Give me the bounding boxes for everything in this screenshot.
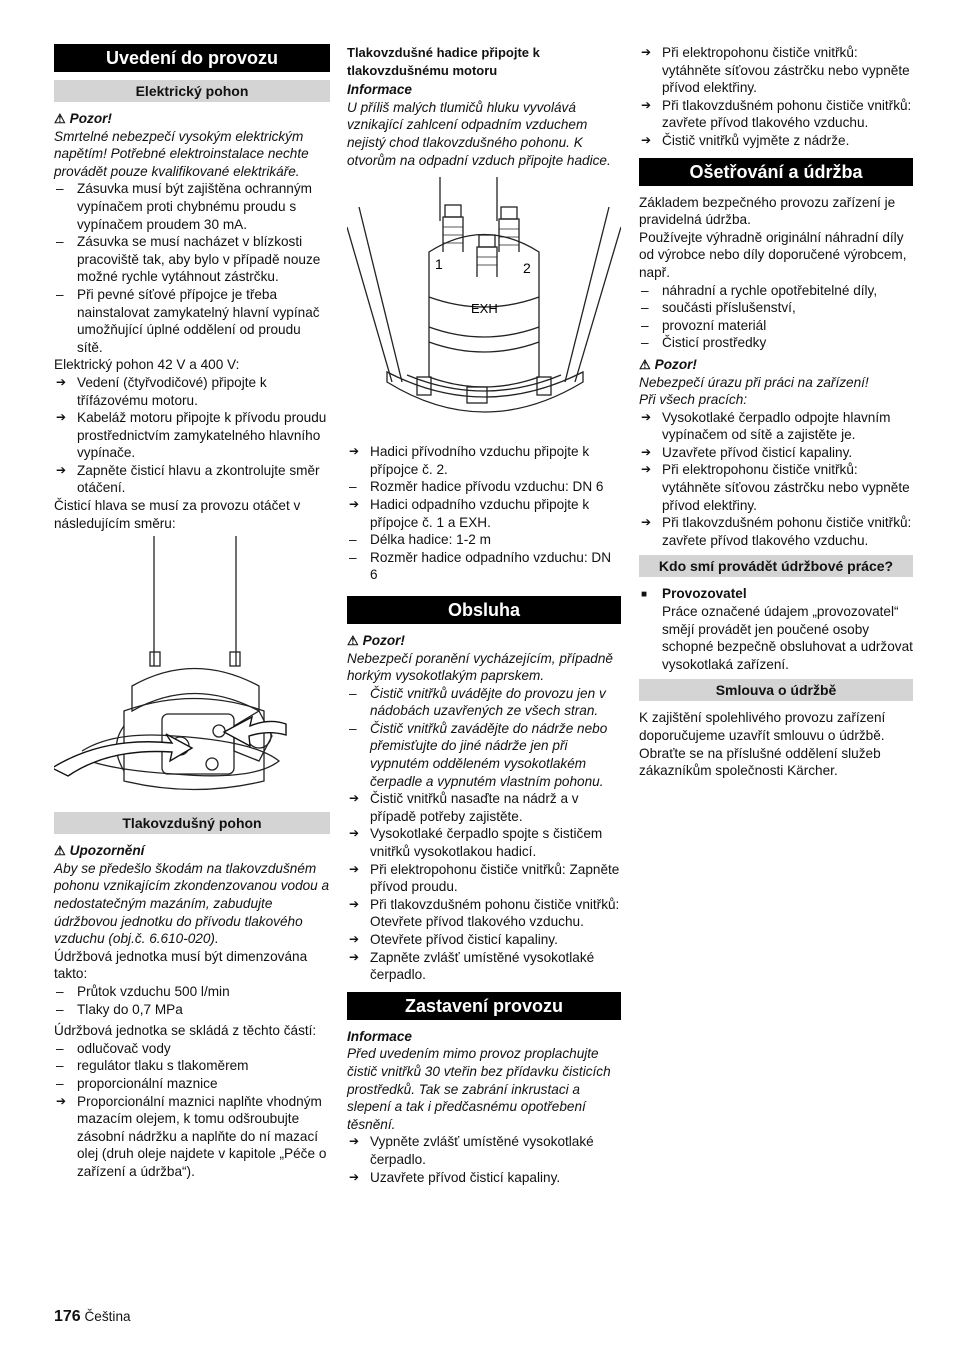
arrow-right-icon: ➔: [349, 1134, 360, 1149]
list-item: ➔ Vedení (čtyřvodičové) připojte k třífázovému motoru.: [56, 374, 267, 408]
port-exh-label: EXH: [471, 301, 498, 317]
arrow-right-icon: ➔: [349, 949, 360, 964]
arrow-right-icon: ➔: [641, 132, 652, 147]
warning-text: Smrtelné nebezpečí vysokým elektrickým napětím! Potřebné elektroinstalace nechte provádět pouze kvalifikované elektrikáře.: [54, 128, 309, 179]
list-item: – Zásuvka se musí nacházet v blízkosti pracoviště tak, aby bylo v případě nouze možné rychle vytáhnout zástrčku.: [56, 234, 321, 285]
hose-list: [347, 443, 621, 584]
list-item: – Při pevné síťové přípojce je třeba nainstalovat zamykatelný hlavní vypínač umožňující úplné oddělení od proudu sítě.: [56, 286, 320, 355]
hose-title: Tlakovzdušné hadice připojte k tlakovzdušnému motoru: [347, 45, 540, 78]
list-item: ➔ Proporcionální maznici naplňte vhodným mazacím olejem, k tomu odšroubujte zásobní nádržku a naplňte do ní mazací olej (druh oleje najdete v kapitole „Péče o zařízení a údržba“).: [56, 1093, 327, 1179]
list-item: ➔ Při elektropohonu čističe vnitřků: vytáhněte síťovou zástrčku nebo vypněte přívod elektřiny.: [641, 462, 910, 513]
arrow-right-icon: ➔: [349, 896, 360, 911]
dash-list: [639, 282, 913, 352]
list-item: ➔ Při tlakovzdušném pohonu čističe vnitřků: Otevřete přívod tlakového vzduchu.: [349, 896, 620, 930]
caution-text: Aby se předešlo škodám na tlakovzdušném pohonu vznikajícím zkondenzovanou vodou a nedostatečným mazáním, zabudujte údržbovou jednotku do přívodu tlakového vzduchu (obj.č. 6.610-020).: [54, 860, 330, 947]
list-item: – součásti příslušenství,: [641, 300, 796, 316]
subheading-maintenance-contract: Smlouva o údržbě: [639, 679, 913, 701]
arrow-right-icon: ➔: [641, 45, 652, 59]
arrow-list: [639, 409, 913, 550]
list-item: ➔ Zapněte zvlášť umístěné vysokotlaké čerpadlo.: [349, 949, 595, 983]
arrow-right-icon: ➔: [349, 791, 360, 806]
contract-text: K zajištění spolehlivého provozu zařízení doporučujeme uzavřít smlouvu o údržbě. Obraťte se na příslušné oddělení služeb zákazníkům společnosti Kärcher.: [639, 710, 886, 779]
arrow-right-icon: ➔: [56, 1093, 67, 1108]
warning-triangle-icon: ⚠: [54, 843, 66, 859]
warning-heading: ⚠ Pozor!: [639, 356, 697, 372]
list-item: – regulátor tlaku s tlakoměrem: [56, 1058, 249, 1074]
list-item: ➔ Zapněte čisticí hlavu a zkontrolujte směr otáčení.: [56, 462, 320, 496]
caution-heading: ⚠ Upozornění: [54, 843, 145, 859]
list-item: – provozní materiál: [641, 317, 767, 333]
maintenance-text: Základem bezpečného provozu zařízení je pravidelná údržba.: [639, 194, 896, 228]
list-item: ➔ Uzavřete přívod čisticí kapaliny.: [349, 1169, 561, 1185]
info-label: Informace: [347, 1028, 412, 1044]
list-item: ➔ Čistič vnitřků vyjměte z nádrže.: [641, 132, 850, 148]
list-item: ➔ Vypněte zvlášť umístěné vysokotlaké čerpadlo.: [349, 1134, 594, 1167]
list-item: ➔ Otevřete přívod čisticí kapaliny.: [349, 932, 558, 947]
list-item: ■ Provozovatel Práce označené údajem „provozovatel“ smějí provádět jen poučené osoby schopné bezpečně obsluhovat a udržovat vysokotlaká zařízení.: [641, 586, 913, 672]
arrow-list: [639, 44, 913, 150]
arrow-right-icon: ➔: [349, 861, 360, 876]
list-item: – Průtok vzduchu 500 l/min: [56, 984, 230, 999]
info-label: Informace: [347, 82, 412, 98]
subheading-electric-drive: Elektrický pohon: [54, 80, 330, 102]
section-title-startup: Uvedení do provozu: [54, 44, 330, 72]
arrow-list: [54, 374, 330, 497]
list-item: – Délka hadice: 1-2 m: [349, 532, 491, 548]
list-item: ➔ Kabeláž motoru připojte k přívodu proudu prostřednictvím zamykatelného hlavního vypínače.: [56, 410, 327, 461]
list-item: ➔ Vysokotlaké čerpadlo odpojte hlavním vypínačem od sítě a zajistěte je.: [641, 409, 891, 443]
warning-text: Nebezpečí úrazu při práci na zařízení!: [639, 374, 869, 390]
list-item: – Čistič vnitřků uvádějte do provozu jen v nádobách uzavřených ze všech stran.: [349, 685, 606, 719]
arrow-right-icon: ➔: [349, 496, 360, 511]
arrow-right-icon: ➔: [641, 462, 652, 477]
list-item: ➔ Vysokotlaké čerpadlo spojte s čističem vnitřků vysokotlakou hadicí.: [349, 826, 603, 860]
arrow-right-icon: ➔: [56, 374, 67, 389]
port-2-label: 2: [523, 260, 531, 277]
column-2: [347, 44, 621, 1186]
info-text: U příliš malých tlumičů hluku vyvolává vznikající zahlcení odpadním vzduchem nejistý chod tlakovzdušného pohonu. K otvorům na odpadní vzduch připojte hadice.: [347, 99, 611, 168]
section-title-shutdown: Zastavení provozu: [347, 992, 621, 1020]
arrow-right-icon: ➔: [349, 826, 360, 841]
arrow-right-icon: ➔: [641, 444, 652, 459]
section-title-operation: Obsluha: [347, 596, 621, 624]
list-item: – Čistič vnitřků zavádějte do nádrže nebo přemisťujte do jiné nádrže jen při vypnutém odděleném vysokotlakém čerpadle a vypnutém vlastním pohonu.: [349, 720, 608, 789]
list-item: – Zásuvka musí být zajištěna ochranným vypínačem proti chybnému proudu s vypínačem proudem 30 mA.: [56, 181, 312, 232]
dash-list: [54, 983, 330, 1018]
arrow-right-icon: ➔: [349, 1169, 360, 1184]
list-item: ➔ Při tlakovzdušném pohonu čističe vnitřků: zavřete přívod tlakového vzduchu.: [641, 97, 912, 131]
list-item: ➔ Hadici přívodního vzduchu připojte k přípojce č. 2.: [349, 444, 590, 477]
list-item: ➔ Při elektropohonu čističe vnitřků: vytáhněte síťovou zástrčku nebo vypněte přívod elektřiny.: [641, 45, 910, 96]
arrow-list: [347, 790, 621, 984]
arrow-list: [347, 1133, 621, 1186]
dims-text: Údržbová jednotka musí být dimenzována takto:: [54, 948, 308, 982]
dash-list: [54, 1040, 330, 1093]
page-footer: [54, 1308, 131, 1326]
subheading-air-drive: Tlakovzdušný pohon: [54, 812, 330, 834]
warning-triangle-icon: ⚠: [347, 632, 359, 648]
air-motor-figure: [347, 177, 621, 439]
rotation-direction-figure: [54, 536, 330, 806]
list-item: – proporcionální maznice: [56, 1075, 218, 1091]
arrow-list: [54, 1093, 330, 1181]
dash-list: [54, 180, 330, 356]
list-item: ➔ Při elektropohonu čističe vnitřků: Zapněte přívod proudu.: [349, 861, 620, 895]
arrow-right-icon: ➔: [641, 97, 652, 112]
list-item: ➔ Při tlakovzdušném pohonu čističe vnitřků: zavřete přívod tlakového vzduchu.: [641, 515, 912, 548]
list-item: – Rozměr hadice odpadního vzduchu: DN 6: [349, 549, 612, 583]
page-number: 176: [54, 1308, 81, 1325]
port-1-label: 1: [435, 256, 443, 273]
warning-triangle-icon: ⚠: [639, 356, 651, 372]
list-item: – Čisticí prostředky: [641, 335, 767, 351]
subheading-who-may-maintain: Kdo smí provádět údržbové práce?: [639, 555, 913, 577]
info-text: Před uvedením mimo provoz proplachujte čistič vnitřků 30 vteřin bez přídavku čisticích prostředků. Tak se zabrání inkrustaci a slepení a tak i předčasnému opotřebení těsnění.: [347, 1046, 611, 1132]
parts-text: Údržbová jednotka se skládá z těchto částí:: [54, 1023, 317, 1039]
arrow-right-icon: ➔: [56, 462, 67, 477]
list-item: ➔ Hadici odpadního vzduchu připojte k přípojce č. 1 a EXH.: [349, 496, 590, 530]
arrow-right-icon: ➔: [641, 409, 652, 424]
arrow-right-icon: ➔: [349, 932, 360, 946]
square-list: [639, 585, 913, 673]
rotation-text: Čisticí hlava se musí za provozu otáčet v následujícím směru:: [54, 498, 301, 531]
list-item: – náhradní a rychle opotřebitelné díly,: [641, 282, 878, 298]
square-bullet-icon: ■: [641, 589, 648, 601]
column-3: [639, 44, 913, 780]
arrow-right-icon: ➔: [641, 515, 652, 530]
warning-heading: ⚠ Pozor!: [54, 111, 112, 126]
section-title-maintenance: Ošetřování a údržba: [639, 158, 913, 186]
list-item: ➔ Čistič vnitřků nasaďte na nádrž a v případě potřeby zajistěte.: [349, 791, 579, 824]
warning-text: Při všech pracích:: [639, 392, 748, 408]
list-item: ➔ Uzavřete přívod čisticí kapaliny.: [641, 444, 853, 460]
language-label: Čeština: [84, 1309, 131, 1324]
maintenance-text: Používejte výhradně originální náhradní díly od výrobce nebo díly doporučené výrobcem, např.: [639, 229, 907, 280]
list-item: – odlučovač vody: [56, 1040, 171, 1056]
warning-heading: ⚠ Pozor!: [347, 632, 405, 648]
dash-list: [347, 685, 621, 791]
warning-triangle-icon: ⚠: [54, 111, 66, 126]
arrow-right-icon: ➔: [349, 444, 360, 459]
list-item: – Rozměr hadice přívodu vzduchu: DN 6: [349, 479, 604, 495]
voltage-text: Elektrický pohon 42 V a 400 V:: [54, 357, 240, 373]
list-item: – Tlaky do 0,7 MPa: [56, 1001, 183, 1017]
warning-text: Nebezpečí poranění vycházejícím, případně horkým vysokotlakým paprskem.: [347, 650, 613, 684]
arrow-right-icon: ➔: [56, 410, 67, 425]
column-1: [54, 44, 330, 1181]
